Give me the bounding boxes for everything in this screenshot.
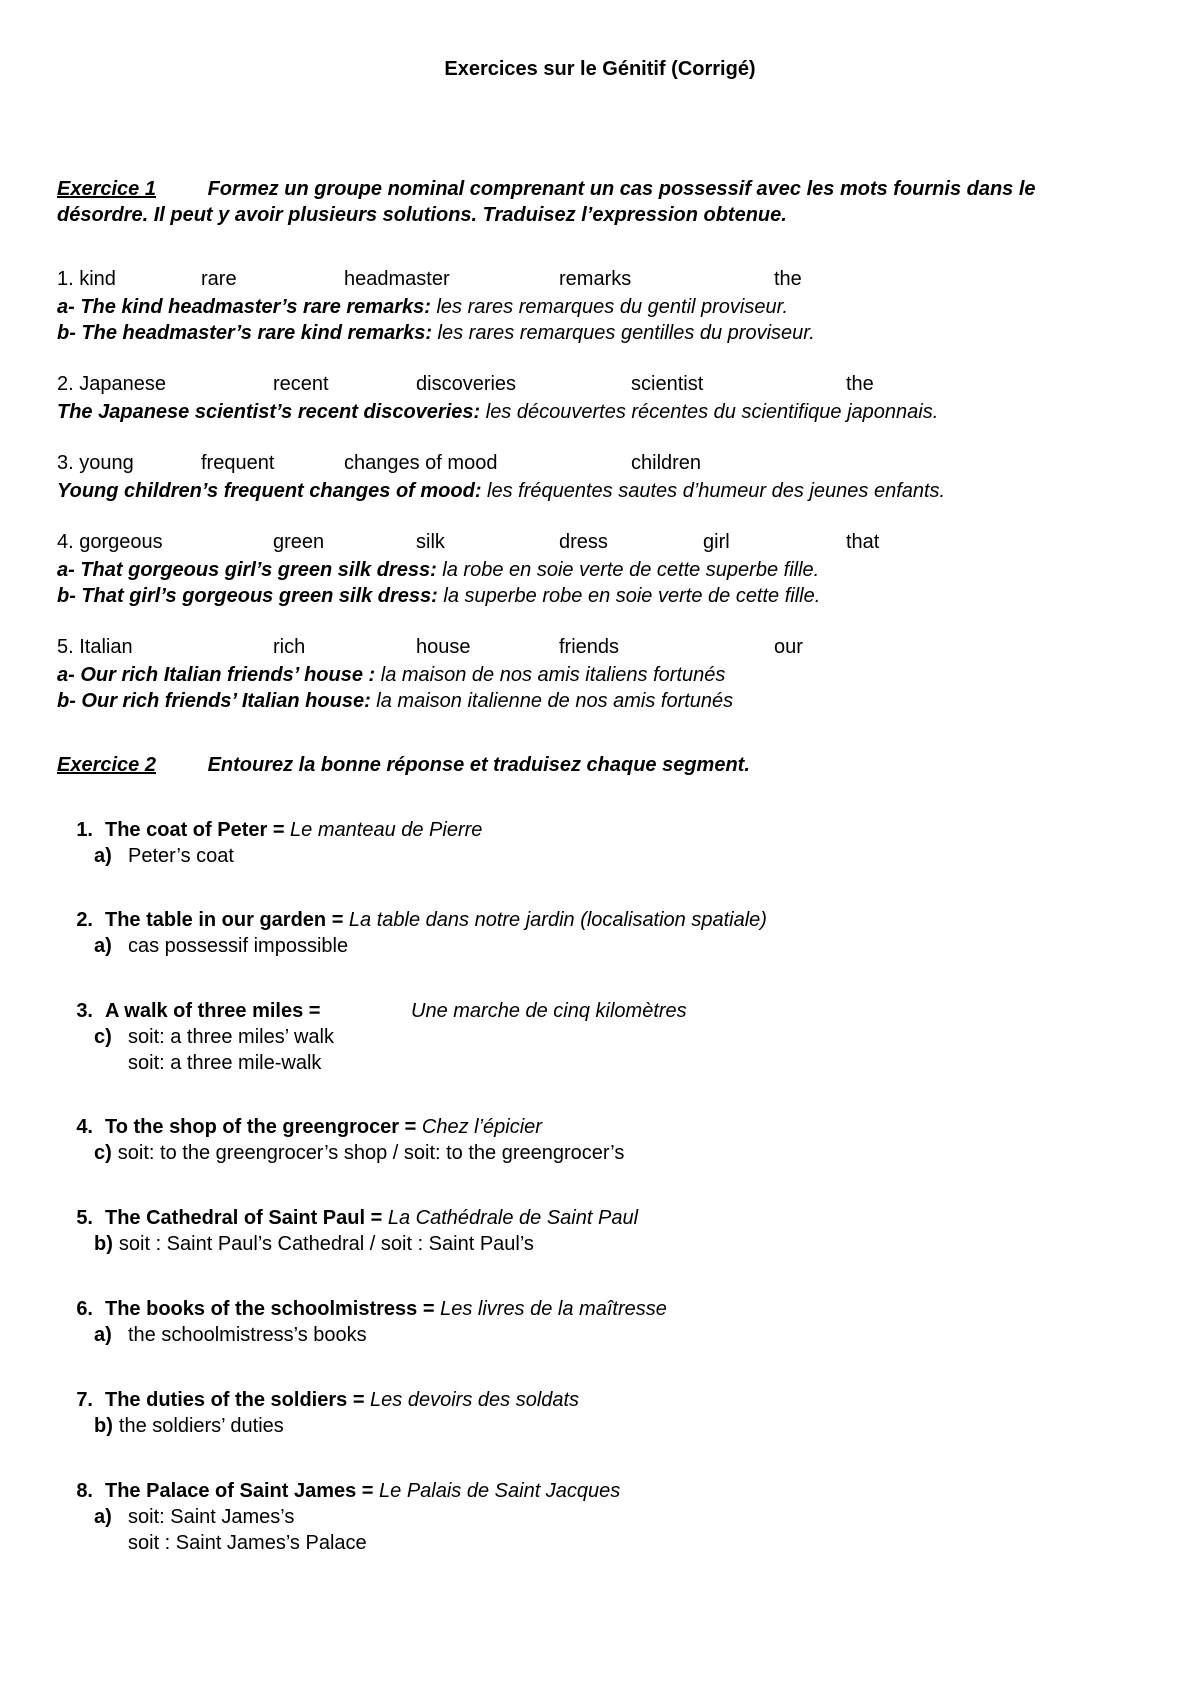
item-number: 6.: [76, 1298, 93, 1320]
answer-french: les fréquentes sautes d’humeur des jeunes enfants.: [481, 480, 946, 502]
word: 1. kind: [57, 268, 116, 290]
item-answer: soit : Saint James’s Palace: [128, 1532, 367, 1554]
item-number: 8.: [76, 1480, 93, 1502]
item-french: La Cathédrale de Saint Paul: [382, 1207, 639, 1229]
item-number: 1.: [76, 819, 93, 841]
item-answer: the schoolmistress’s books: [128, 1324, 367, 1346]
item-english: The coat of Peter =: [105, 819, 285, 841]
word: 4. gorgeous: [57, 531, 163, 553]
exercise-1-label: Exercice 1: [57, 178, 156, 200]
item-answer: soit : Saint Paul’s Cathedral / soit : Saint Paul’s: [118, 1233, 534, 1255]
word: 3. young: [57, 452, 134, 474]
exercise-2-item-1: [57, 817, 482, 869]
item-french: Chez l’épicier: [416, 1116, 542, 1138]
word: rare: [201, 268, 237, 290]
answer-french: la maison de nos amis italiens fortunés: [375, 664, 726, 686]
answer-english: a- The kind headmaster’s rare remarks:: [57, 296, 431, 318]
answer-english: b- That girl’s gorgeous green silk dress:: [57, 585, 438, 607]
exercise-2-item-2: [57, 907, 767, 959]
word: 5. Italian: [57, 636, 133, 658]
item-english: The Palace of Saint James =: [105, 1480, 374, 1502]
item-french: Le manteau de Pierre: [284, 819, 483, 841]
word: recent: [273, 373, 329, 395]
word: discoveries: [416, 373, 517, 395]
item-option: b): [94, 1233, 113, 1255]
answer-english: The Japanese scientist’s recent discoveries:: [57, 401, 481, 423]
word-list-2: [57, 373, 1157, 399]
word: headmaster: [344, 268, 450, 290]
answer-line: [57, 294, 1150, 320]
word: frequent: [201, 452, 275, 474]
item-answer: soit: Saint James’s: [128, 1506, 295, 1528]
word-list-1: [57, 268, 1157, 294]
word: remarks: [559, 268, 632, 290]
word: that: [846, 531, 880, 553]
word: rich: [273, 636, 306, 658]
word: silk: [416, 531, 445, 553]
answer-french: les rares remarques du gentil proviseur.: [430, 296, 789, 318]
word: 2. Japanese: [57, 373, 166, 395]
item-french: Les livres de la maîtresse: [434, 1298, 667, 1320]
word-list-5: [57, 636, 1157, 662]
item-option: a): [94, 1324, 112, 1346]
answer-line: [57, 688, 1150, 714]
exercise-2-item-5: [57, 1205, 638, 1257]
item-option: c): [94, 1142, 112, 1164]
answer-french: les rares remarques gentilles du proviseur.: [431, 322, 815, 344]
word: our: [774, 636, 803, 658]
word: girl: [703, 531, 730, 553]
word: house: [416, 636, 471, 658]
answer-line: [57, 557, 1150, 583]
exercise-2-item-8: [57, 1478, 620, 1556]
item-french: Le Palais de Saint Jacques: [373, 1480, 621, 1502]
item-english: A walk of three miles =: [105, 1000, 321, 1022]
answer-english: b- The headmaster’s rare kind remarks:: [57, 322, 432, 344]
item-french: Les devoirs des soldats: [364, 1389, 580, 1411]
item-french: La table dans notre jardin (localisation spatiale): [343, 909, 767, 931]
word: green: [273, 531, 325, 553]
answer-french: la maison italienne de nos amis fortunés: [370, 690, 734, 712]
item-english: The duties of the soldiers =: [105, 1389, 365, 1411]
answer-english: b- Our rich friends’ Italian house:: [57, 690, 371, 712]
word: children: [631, 452, 702, 474]
answer-line: [57, 583, 1150, 609]
answer-french: la robe en soie verte de cette superbe fille.: [436, 559, 820, 581]
word: dress: [559, 531, 608, 553]
item-option: a): [94, 935, 112, 957]
item-answer: Peter’s coat: [128, 845, 234, 867]
exercise-2-item-4: [57, 1114, 624, 1166]
item-answer: soit: to the greengrocer’s shop / soit: to the greengrocer’s: [117, 1142, 625, 1164]
item-english: The table in our garden =: [105, 909, 344, 931]
exercise-2-heading: [57, 752, 1150, 778]
item-number: 5.: [76, 1207, 93, 1229]
answer-english: Young children’s frequent changes of mood:: [57, 480, 482, 502]
exercise-2-item-7: [57, 1387, 579, 1439]
word: friends: [559, 636, 620, 658]
item-option: b): [94, 1415, 113, 1437]
answer-line: [57, 662, 1150, 688]
exercise-2-item-6: [57, 1296, 667, 1348]
item-number: 3.: [76, 1000, 93, 1022]
answer-line: [57, 399, 1150, 425]
word: the: [846, 373, 874, 395]
item-answer: cas possessif impossible: [128, 935, 349, 957]
item-option: a): [94, 1506, 112, 1528]
item-number: 7.: [76, 1389, 93, 1411]
exercise-1-instruction-line1: Formez un groupe nominal comprenant un cas possessif avec les mots fournis dans le: [207, 178, 1036, 200]
word: the: [774, 268, 802, 290]
item-english: The books of the schoolmistress =: [105, 1298, 435, 1320]
word-list-3: [57, 452, 1157, 478]
exercise-2-item-3: [57, 998, 687, 1076]
item-option: c): [94, 1026, 112, 1048]
item-answer: soit: a three mile-walk: [128, 1052, 322, 1074]
item-english: The Cathedral of Saint Paul =: [105, 1207, 383, 1229]
item-number: 2.: [76, 909, 93, 931]
page-title: Exercices sur le Génitif (Corrigé): [444, 58, 756, 80]
item-option: a): [94, 845, 112, 867]
word-list-4: [57, 531, 1157, 557]
exercise-2-instruction: Entourez la bonne réponse et traduisez chaque segment.: [207, 754, 750, 776]
answer-line: [57, 478, 1150, 504]
item-french: Une marche de cinq kilomètres: [411, 1000, 687, 1022]
exercise-2-label: Exercice 2: [57, 754, 156, 776]
answer-line: [57, 320, 1150, 346]
answer-french: les découvertes récentes du scientifique japonnais.: [480, 401, 939, 423]
answer-english: a- That gorgeous girl’s green silk dress:: [57, 559, 437, 581]
item-number: 4.: [76, 1116, 93, 1138]
word: scientist: [631, 373, 704, 395]
exercise-1-instruction-line2: désordre. Il peut y avoir plusieurs solutions. Traduisez l’expression obtenue.: [57, 204, 787, 226]
item-answer: soit: a three miles’ walk: [128, 1026, 334, 1048]
exercise-1-heading: [57, 176, 1150, 202]
answer-english: a- Our rich Italian friends’ house :: [57, 664, 376, 686]
word: changes of mood: [344, 452, 498, 474]
item-answer: the soldiers’ duties: [118, 1415, 284, 1437]
item-english: To the shop of the greengrocer =: [105, 1116, 417, 1138]
answer-french: la superbe robe en soie verte de cette fille.: [437, 585, 821, 607]
